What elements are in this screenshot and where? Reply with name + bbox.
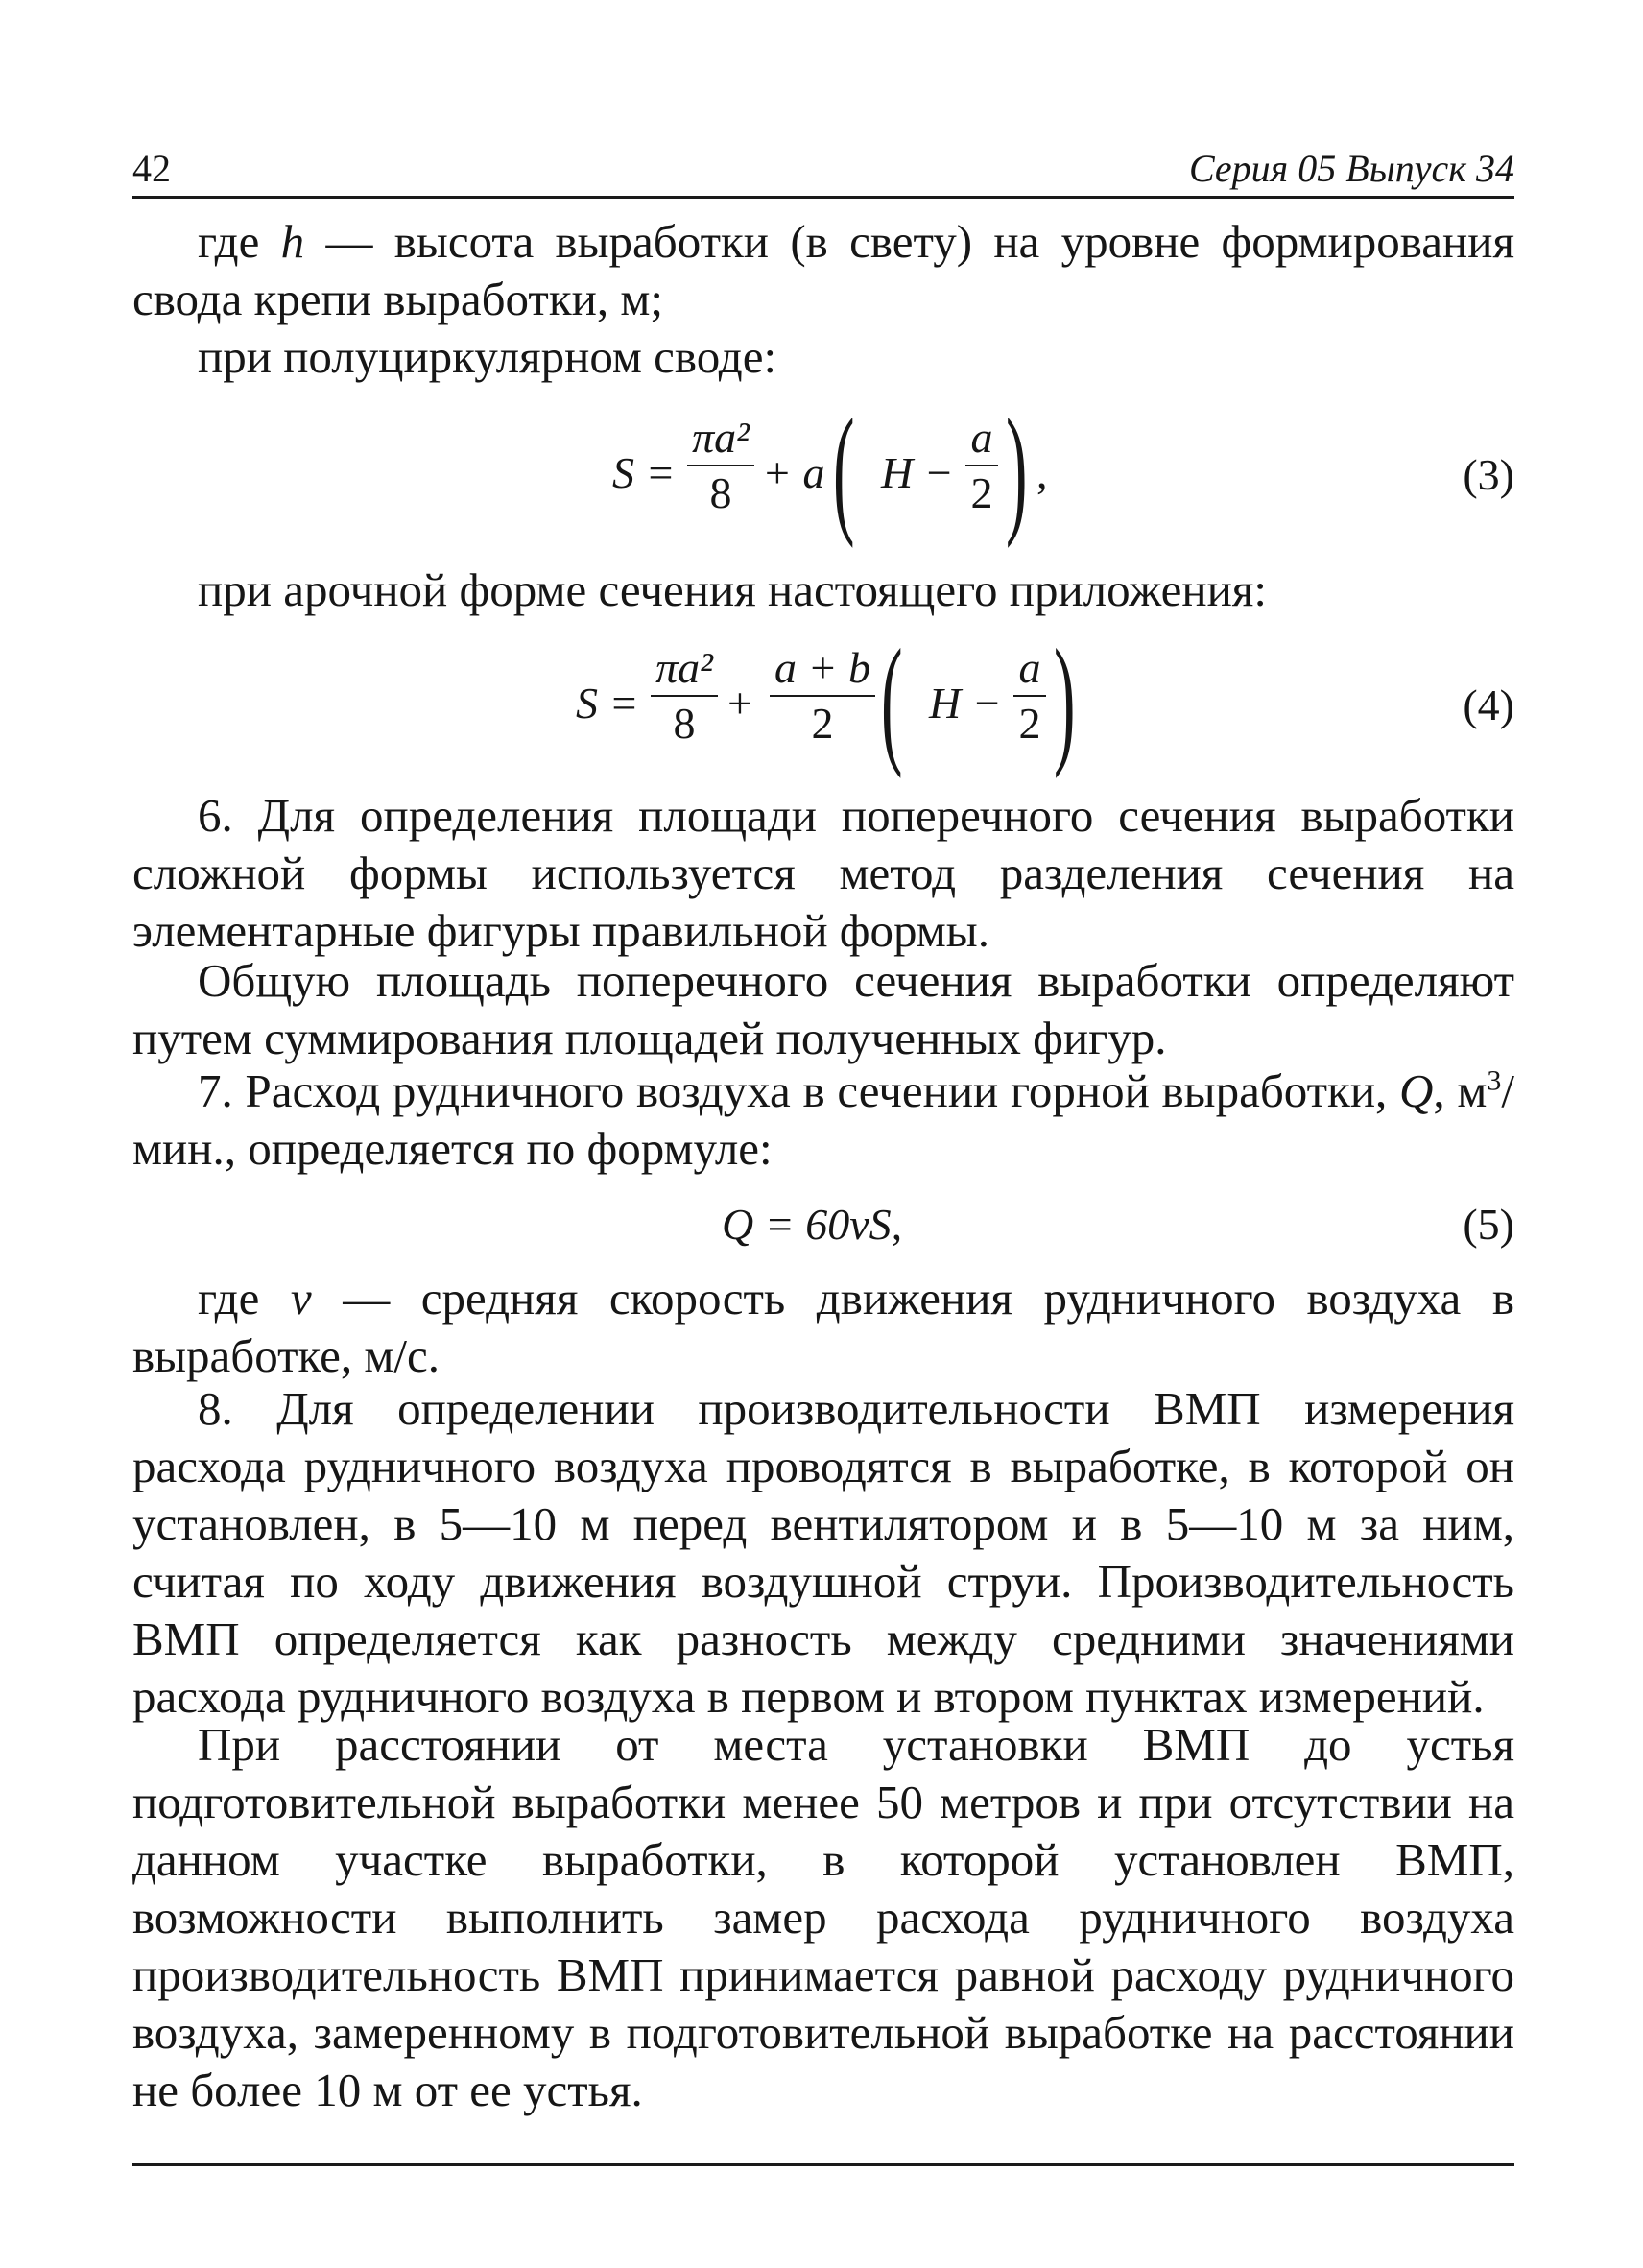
footer-rule (132, 2163, 1514, 2166)
f4-lparen: ( (881, 620, 903, 779)
f3-comma: , (1036, 448, 1048, 497)
para7-post: — средняя скорость движения рудничного воздуха в выработке, м/с. (132, 1272, 1515, 1382)
f3-small-den: 2 (970, 468, 993, 517)
series-title: Серия 05 Выпуск 34 (1188, 147, 1514, 190)
paragraph-item-6: 6. Для определения площади поперечного сечения выработки сложной формы используется метод разделения сечения на элементарные фигуры правильной формы. (132, 789, 1514, 957)
paragraph-v-definition (132, 1270, 1514, 1385)
formula-3-number: (3) (1463, 450, 1514, 499)
f5-expr: Q = 60vS, (722, 1200, 903, 1249)
para6-sup: 3 (1487, 1064, 1502, 1097)
f4-frac1-num: πa² (655, 643, 713, 692)
var-v: v (290, 1272, 312, 1325)
f3-lhs: S = (612, 448, 676, 497)
para1-pre: где (198, 215, 281, 268)
formula-4-number: (4) (1463, 680, 1514, 729)
para7-pre: где (198, 1272, 291, 1325)
f4-frac2-num: a + b (774, 643, 871, 692)
f3-rparen: ) (1006, 390, 1028, 549)
paragraph-distance: При расстоянии от места установки ВМП до устья подготовительной выработки менее 50 метров и при отсутствии на данном участке выработки, в которой установлен ВМП, возможности выполнить замер расхода рудничного воздуха производительность ВМП принимается равной расходу рудничного воздуха, замеренному в подготовительной выработке на расстоянии не более 10 м от ее устья. (132, 1718, 1514, 2116)
f3-small-fraction (965, 413, 998, 518)
page-number: 42 (132, 147, 171, 190)
f4-small-num: a (1018, 643, 1041, 692)
formula-4 (132, 620, 1514, 779)
paragraph-item-8: 8. Для определении производительности ВМП измерения расхода рудничного воздуха проводятся в выработке, в которой он установлен, в 5—10 м перед вентилятором и в 5—10 м за ним, считая по ходу движения воздушной струи. Производительность ВМП определяется как разность между средними значениями расхода рудничного воздуха в первом и втором пунктах измерений. (132, 1382, 1514, 1723)
paragraph-semicircular: при полуциркулярном своде: (198, 330, 777, 383)
para6-mid: , м (1433, 1064, 1488, 1117)
formula-3 (132, 390, 1514, 549)
f3-plus-a: + a (762, 448, 825, 497)
para1-post: — высота выработки (в свету) на уровне формирования свода крепи выработки, м; (132, 215, 1514, 325)
f4-lhs: S = (576, 679, 639, 728)
paragraph-total-area: Общую площадь поперечного сечения выработки определяют путем суммирования площадей полученных фигур. (132, 954, 1514, 1064)
formula-5-number: (5) (1463, 1200, 1514, 1249)
f4-small-fraction (1013, 643, 1046, 749)
paragraph-h-definition (132, 213, 1514, 328)
f4-frac2-den: 2 (811, 699, 834, 748)
para6-post: /мин., определяется по формуле: (132, 1064, 1514, 1175)
paragraph-item-7 (132, 1062, 1514, 1178)
var-h: h (280, 215, 305, 268)
paragraph-arched: при арочной форме сечения настоящего приложения: (198, 563, 1267, 616)
f4-rparen: ) (1054, 620, 1076, 779)
f4-fraction-2 (770, 643, 875, 749)
f4-fraction-1 (651, 643, 718, 749)
var-Q: Q (1399, 1064, 1434, 1117)
f3-small-num: a (970, 413, 993, 462)
formula-5 (132, 1195, 1514, 1262)
f4-frac1-den: 8 (673, 699, 696, 748)
f3-fraction (687, 413, 754, 518)
para6-pre: 7. Расход рудничного воздуха в сечении горной выработки, (198, 1064, 1400, 1117)
page-header (132, 144, 1514, 199)
f3-lparen: ( (833, 390, 855, 549)
f4-H: H − (929, 679, 1002, 728)
f3-frac-den: 8 (709, 468, 732, 517)
f4-small-den: 2 (1018, 699, 1041, 748)
f4-plus: + (727, 679, 752, 728)
f3-H: H − (881, 448, 954, 497)
f3-frac-num: πa² (692, 413, 750, 462)
